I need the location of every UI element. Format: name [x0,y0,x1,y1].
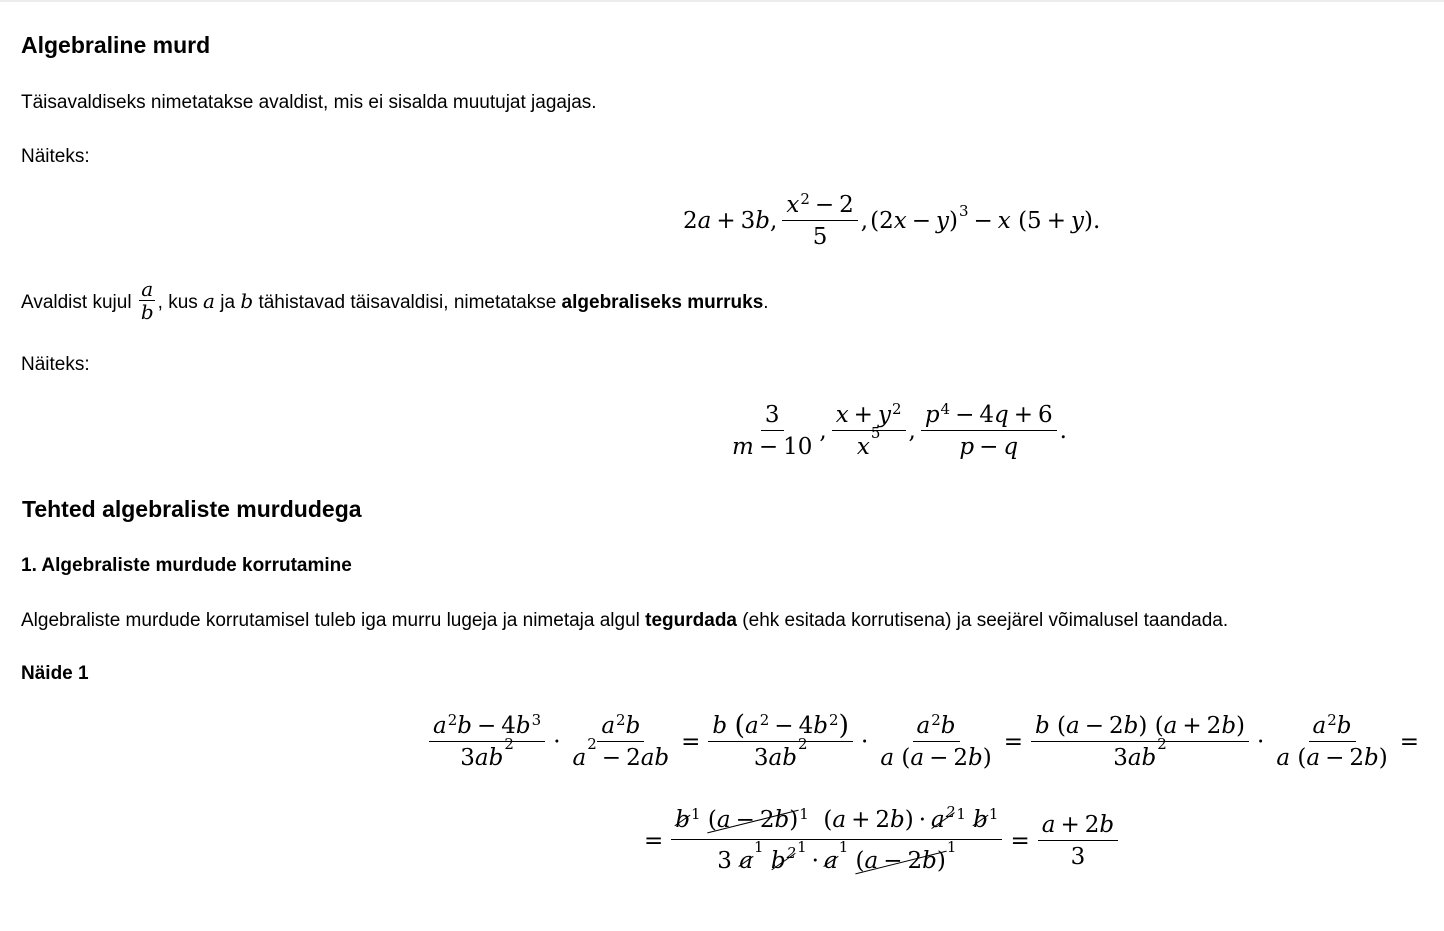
term-factorize: tegurdada [645,610,738,631]
example-title-1: Näide 1 [21,663,89,684]
section-title-algebraic-fraction: Algebraline murd [21,32,211,58]
cancelled-b: b [675,807,691,833]
fraction-x-plus-y2-over-x5: x + y $^2$ x $^5$ [832,402,906,460]
example-1-formula-line-1: a $^2$ b − 4 b $^3$ 3 ab $^2$ · a $^2$ b a $^2$ − 2 ab = b ( a $^2$ − 4 b $^2$ ) 3 ab $^2$ · a $^2$ b a ( a − 2 b ) = b ( a − 2 b ) ( a + 2 b ) 3 ab $^2$ · a $^2$ b a ( a − 2 b ) = [426,712,1424,771]
cancelled-a-squared: $a^2$ [931,803,956,833]
cancelled-a: a [739,848,753,874]
cancelled-a-minus-2b: (a − 2b) [855,848,946,874]
polynomial-examples-formula: 2 a + 3 b , x $^2$ − 2 5 , (2x − y) $^3$ − x (5 + y ). [683,190,1101,250]
cancelled-b: b [973,807,988,833]
example-label-2: Näiteks: [21,354,90,375]
fraction-term: a $^2$ b a ( a − 2 b ) [1276,710,1388,771]
fraction-p4-over-p-minus-q: p $^4$ − 4 q + 6 p − q [921,402,1057,460]
term-algebraic-fraction: algebraliseks murruks [561,292,764,313]
fraction-3-over-m-minus-10: 3 m − 10 [732,402,813,460]
result-fraction: a + 2 b 3 [1038,812,1118,870]
inline-fraction-a-over-b: $\frac{a}{b}$ [140,277,154,325]
algebraic-fraction-examples-formula: 3 m − 10 , x + y $^2$ x $^5$ , p $^4$ − 4 q + 6 p − q . [725,402,1067,460]
fraction-term: a $^2$ b − 4 b $^3$ 3 ab $^2$ [429,713,545,771]
fraction-term: a $^2$ b a ( a − 2 b ) [880,710,992,771]
fraction-definition-paragraph: Avaldist kujul $\frac{a}{b}$ , kus a ja b tähistavad täisavaldisi, nimetatakse algebraliseks murruks. [21,277,769,325]
subsection-title-multiplication: 1. Algebraliste murdude korrutamine [21,555,352,576]
example-1-formula-line-2: = b $^1$ (a − 2b) $^1$ ( a + 2 b ) · $a^2$ $^1$ b $^1$ 3 a $^1$ $b^2$ $^1$ · a $^1$ (a − 2b) $^1$ = a + 2 b 3 [639,807,1121,874]
cancelled-b-squared: $b^2$ [770,844,797,874]
fraction-term: b ( a − 2 b ) ( a + 2 b ) 3 ab $^2$ [1031,713,1249,771]
section-title-operations: Tehted algebraliste murdudega [22,496,362,522]
cancelled-a: a [823,848,838,874]
definition-paragraph: Täisavaldiseks nimetatakse avaldist, mis ei sisalda muutujat jagajas. [21,92,597,113]
cancelled-a-minus-2b: (a − 2b) [707,807,799,833]
fraction-term: b ( a $^2$ − 4 b $^2$ ) 3 ab $^2$ [708,712,853,771]
fraction-term: a $^2$ b a $^2$ − 2 ab [572,710,670,771]
fraction-x2-minus-2-over-5: x $^2$ − 2 5 [782,192,857,250]
example-label-1: Näiteks: [21,146,90,167]
multiplication-rule-paragraph: Algebraliste murdude korrutamisel tuleb iga murru lugeja ja nimetaja algul tegurdada (ehk esitada korrutisena) ja seejärel võimalusel taandada. [21,610,1229,631]
cancellation-fraction: b $^1$ (a − 2b) $^1$ ( a + 2 b ) · $a^2$ $^1$ b $^1$ 3 a $^1$ $b^2$ $^1$ · a $^1$ (a − 2b) $^1$ [671,807,1002,874]
